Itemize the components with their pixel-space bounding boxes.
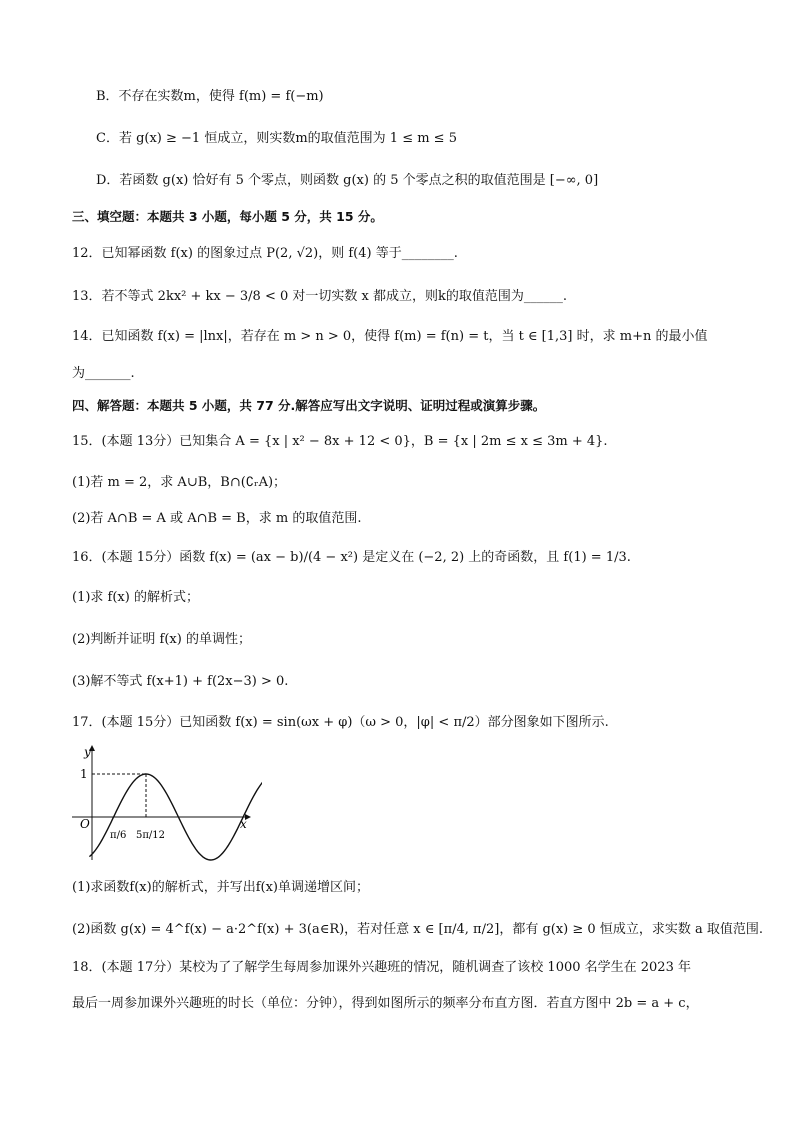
option-b: B．不存在实数m，使得 f(m) = f(−m) [96,89,324,104]
question-15: 15．(本题 13分）已知集合 A = {x | x² − 8x + 12 < 0}，B = {x | 2m ≤ x ≤ 3m + 4}. [72,434,608,449]
section-answer-heading: 四、解答题：本题共 5 小题，共 77 分.解答应写出文字说明、证明过程或演算步骤。 [72,398,546,413]
question-16: 16．(本题 15分）函数 f(x) = (ax − b)/(4 − x²) 是定义在 (−2, 2) 上的奇函数，且 f(1) = 1/3. [72,550,631,565]
x-tick-5pi-12: 5π/12 [136,830,166,841]
option-d: D．若函数 g(x) 恰好有 5 个零点，则函数 g(x) 的 5 个零点之积的取值范围是 [−∞, 0] [96,173,599,188]
question-15-part1: (1)若 m = 2，求 A∪B，B∩(∁ᵣA)； [72,475,287,490]
question-12: 12．已知幂函数 f(x) 的图象过点 P(2, √2)，则 f(4) 等于________. [72,246,458,261]
x-axis-label: x [240,817,247,831]
question-16-part2: (2)判断并证明 f(x) 的单调性； [72,632,251,647]
question-14-line2: 为_______. [72,366,135,381]
question-14-line1: 14．已知函数 f(x) = |lnx|，若存在 m > n > 0，使得 f(m) = f(n) = t，当 t ∈ [1,3] 时，求 m+n 的最小值 [72,329,708,344]
y-tick-1: 1 [80,767,88,781]
section-fill-in-heading: 三、填空题：本题共 3 小题，每小题 5 分，共 15 分。 [72,209,383,224]
question-13: 13．若不等式 2kx² + kx − 3/8 < 0 对一切实数 x 都成立，则k的取值范围为______. [72,289,567,304]
y-axis-label: y [84,745,91,759]
x-tick-pi-6: π/6 [110,830,127,841]
option-c: C．若 g(x) ≥ −1 恒成立，则实数m的取值范围为 1 ≤ m ≤ 5 [96,131,457,146]
question-16-part3: (3)解不等式 f(x+1) + f(2x−3) > 0. [72,674,289,689]
question-17-part2: (2)函数 g(x) = 4^f(x) − a·2^f(x) + 3(a∈R)，若对任意 x ∈ [π/4, π/2]，都有 g(x) ≥ 0 恒成立，求实数 a 取值范围. [72,922,763,937]
question-15-part2: (2)若 A∩B = A 或 A∩B = B，求 m 的取值范围. [72,511,362,526]
question-17: 17．(本题 15分）已知函数 f(x) = sin(ωx + φ)（ω > 0，|φ| < π/2）部分图象如下图所示. [72,715,609,730]
question-18-line2: 最后一周参加课外兴趣班的时长（单位：分钟），得到如图所示的频率分布直方图．若直方图中 2b = a + c， [72,996,699,1011]
question-16-part1: (1)求 f(x) 的解析式； [72,590,199,605]
question-18-line1: 18．(本题 17分）某校为了了解学生每周参加课外兴趣班的情况，随机调查了该校 1000 名学生在 2023 年 [72,960,691,975]
question-17-part1: (1)求函数f(x)的解析式，并写出f(x)单调递增区间； [72,880,369,895]
sine-graph [72,742,262,864]
origin-label: O [80,817,90,831]
